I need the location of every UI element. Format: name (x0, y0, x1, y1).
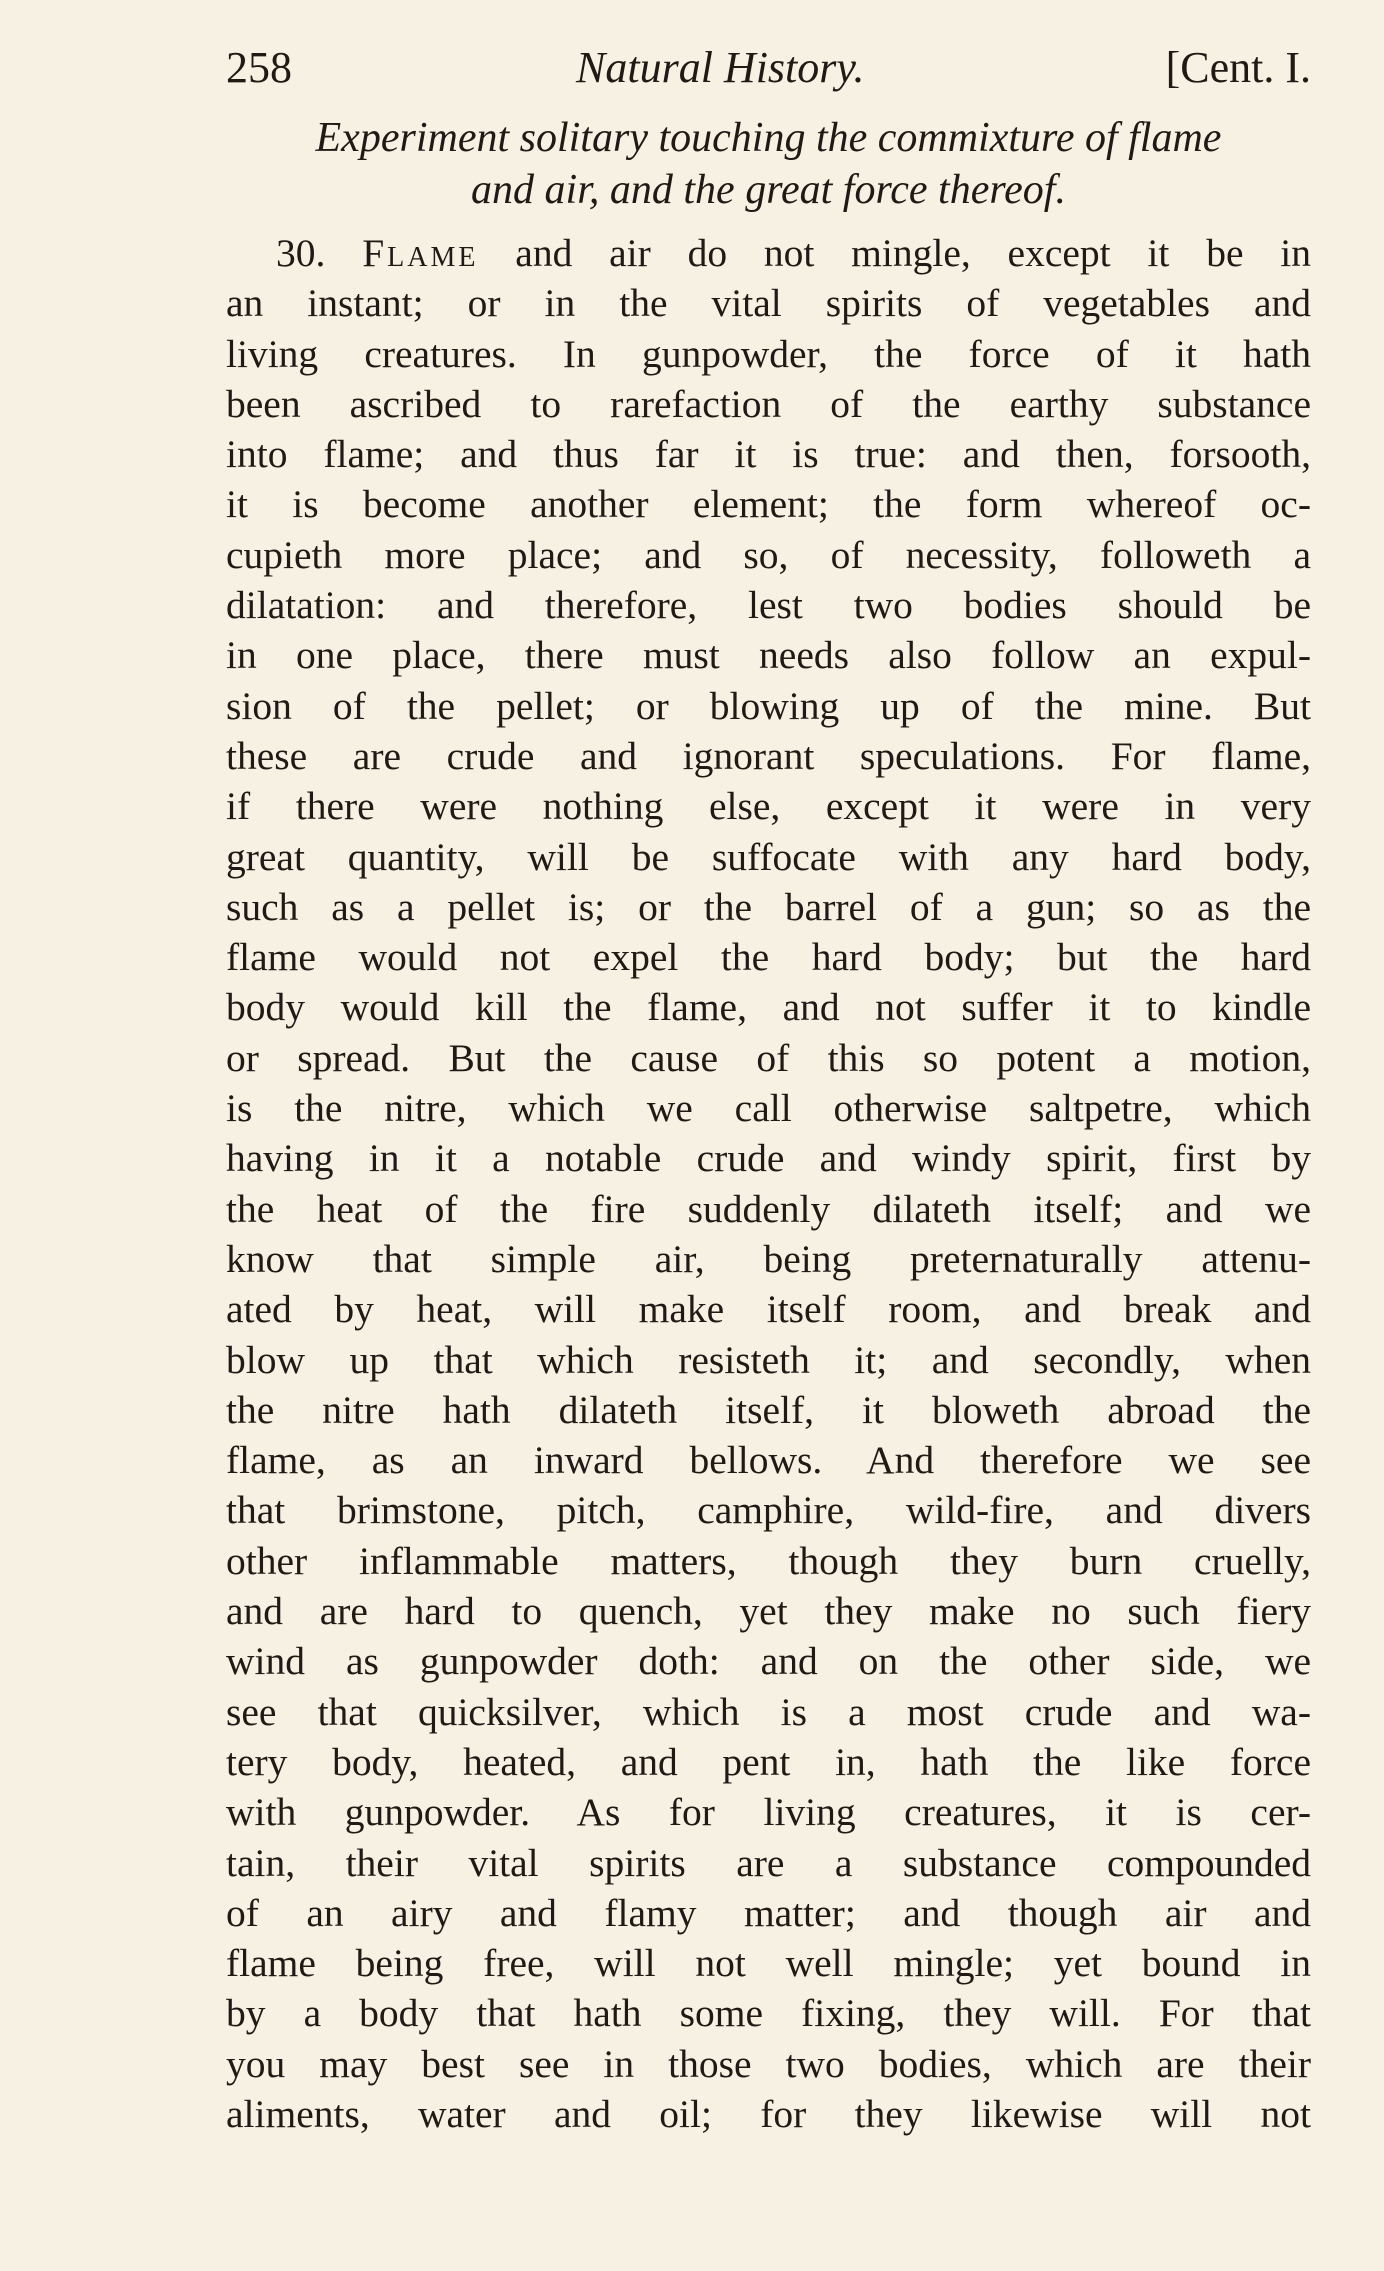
text-line: of an airy and flamy matter; and though air and (226, 1890, 1311, 1935)
text-line: living creatures. In gunpowder, the force of it hath (226, 331, 1311, 376)
text-line: dilatation: and therefore, lest two bodies should be (226, 583, 1311, 628)
text-line: you may best see in those two bodies, which are their (226, 2041, 1311, 2086)
text-line: such as a pellet is; or the barrel of a gun; so as the (226, 884, 1311, 929)
text-line: see that quicksilver, which is a most crude and wa- (226, 1689, 1311, 1734)
running-head (226, 38, 1311, 98)
text-line: flame would not expel the hard body; but the hard (226, 935, 1311, 980)
text-line: into flame; and thus far it is true: and then, forsooth, (226, 432, 1311, 477)
page-number: 258 (226, 43, 292, 92)
text-line: sion of the pellet; or blowing up of the mine. But (226, 683, 1311, 728)
text-line: great quantity, will be suffocate with any hard body, (226, 834, 1311, 879)
heading-line-2: and air, and the great force thereof. (471, 167, 1066, 213)
text-line: is the nitre, which we call otherwise saltpetre, which (226, 1086, 1311, 1131)
first-word: Flame (362, 231, 479, 275)
text-line: and are hard to quench, yet they make no such fiery (226, 1589, 1311, 1634)
text-line: in one place, there must needs also follow an expul- (226, 633, 1311, 678)
paragraph-30 (226, 228, 1311, 2139)
text-line: tery body, heated, and pent in, hath the like force (226, 1739, 1311, 1784)
text-line: an instant; or in the vital spirits of vegetables and (226, 281, 1311, 326)
text-line-1 (226, 228, 1311, 278)
text-line: body would kill the flame, and not suffer it to kindle (226, 985, 1311, 1030)
text-line: with gunpowder. As for living creatures, it is cer- (226, 1790, 1311, 1835)
text-line: the nitre hath dilateth itself, it bloweth abroad the (226, 1387, 1311, 1432)
section-label: [Cent. I. (1165, 43, 1311, 92)
text-line: flame being free, will not well mingle; yet bound in (226, 1941, 1311, 1986)
text-line: cupieth more place; and so, of necessity, followeth a (226, 532, 1311, 577)
paragraph-number: 30. (276, 231, 326, 275)
text-line: or spread. But the cause of this so potent a motion, (226, 1035, 1311, 1080)
text-line: ated by heat, will make itself room, and break and (226, 1287, 1311, 1332)
text-line: these are crude and ignorant speculations. For flame, (226, 733, 1311, 778)
text-line: tain, their vital spirits are a substance compounded (226, 1840, 1311, 1885)
text-line: blow up that which resisteth it; and secondly, when (226, 1337, 1311, 1382)
text-line: having in it a notable crude and windy spirit, first by (226, 1136, 1311, 1181)
text-line: been ascribed to rarefaction of the earthy substance (226, 381, 1311, 426)
text-line: flame, as an inward bellows. And therefore we see (226, 1438, 1311, 1483)
text-line: that brimstone, pitch, camphire, wild-fire, and divers (226, 1488, 1311, 1533)
text-line: it is become another element; the form whereof oc- (226, 482, 1311, 527)
heading-line-1: Experiment solitary touching the commixture of flame (315, 115, 1222, 161)
text-line: other inflammable matters, though they burn cruelly, (226, 1538, 1311, 1583)
experiment-heading (226, 112, 1311, 216)
text-line: wind as gunpowder doth: and on the other side, we (226, 1639, 1311, 1684)
running-title: Natural History. (576, 43, 865, 92)
text-line: by a body that hath some fixing, they will. For that (226, 1991, 1311, 2036)
text-line: if there were nothing else, except it were in very (226, 784, 1311, 829)
text-line: aliments, water and oil; for they likewise will not (226, 2091, 1311, 2136)
text-line: know that simple air, being preternaturally attenu- (226, 1236, 1311, 1281)
text-line: the heat of the fire suddenly dilateth itself; and we (226, 1186, 1311, 1231)
text-line-1-rest: and air do not mingle, except it be in (478, 231, 1311, 275)
